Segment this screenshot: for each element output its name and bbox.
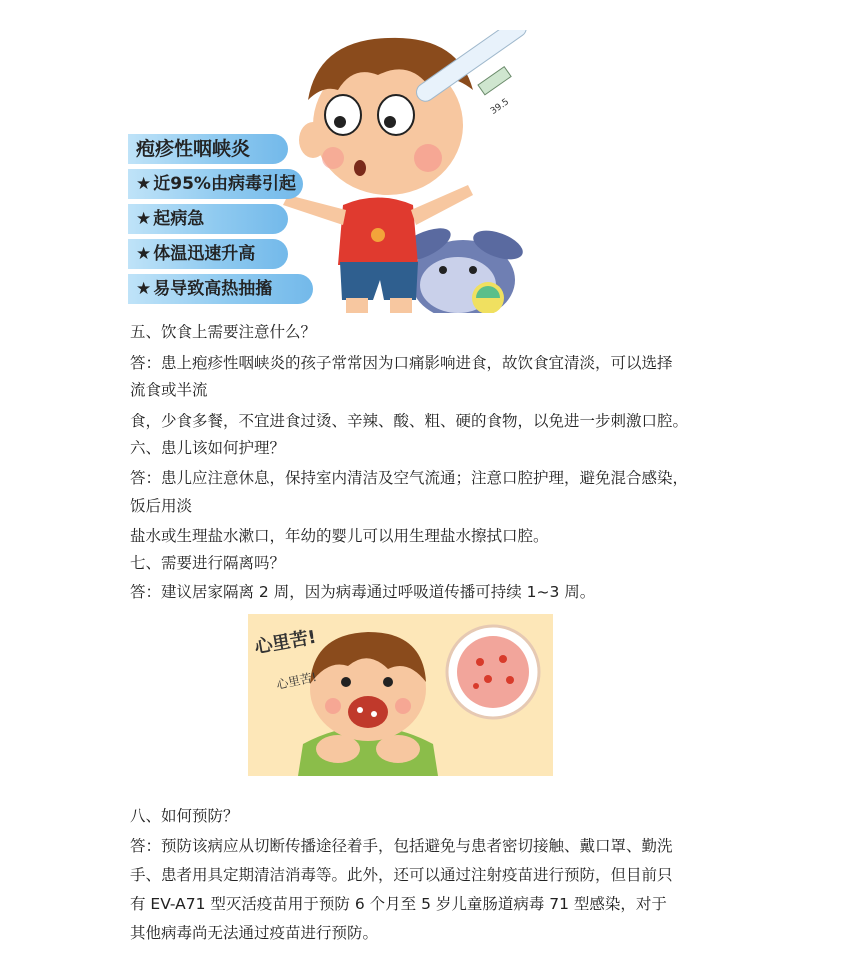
- bullet-text: 体温迅速升高: [153, 244, 256, 264]
- illustration-title-banner: [128, 134, 288, 164]
- bullet-banner-1: [128, 169, 303, 199]
- star-icon: ★: [136, 174, 152, 194]
- star-icon: ★: [136, 209, 152, 229]
- section-8-heading: 八、如何预防？: [130, 807, 239, 825]
- illustration-title: 疱疹性咽峡炎: [136, 138, 251, 160]
- sore-mouth-illustration: [248, 614, 553, 776]
- thermometer-reading: 39.5: [488, 97, 512, 117]
- mouth-closeup-icon: [447, 626, 539, 718]
- herpangina-illustration: [128, 30, 548, 313]
- boy-figure: [298, 632, 438, 776]
- section-6-line-1: 答：患儿应注意休息，保持室内清洁及空气流通；注意口腔护理，避免混合感染，: [130, 469, 689, 487]
- bullet-text: 起病急: [153, 209, 205, 229]
- section-8-line-2: 手、患者用具定期清洁消毒等。此外，还可以通过注射疫苗进行预防，但目前只: [130, 866, 673, 884]
- section-6-heading: 六、患儿该如何护理？: [130, 439, 286, 457]
- bullet-banner-4: [128, 274, 313, 304]
- bullet-text: 近95%由病毒引起: [153, 174, 296, 194]
- star-icon: ★: [136, 244, 152, 264]
- section-8-line-4: 其他病毒尚无法通过疫苗进行预防。: [130, 924, 379, 942]
- bullet-text: 易导致高热抽搐: [153, 279, 273, 299]
- section-8-line-1: 答：预防该病应从切断传播途径着手，包括避免与患者密切接触、戴口罩、勤洗: [130, 837, 673, 855]
- section-5-line-1: 答：患上疱疹性咽峡炎的孩子常常因为口痛影响进食，故饮食宜清淡，可以选择: [130, 354, 673, 372]
- section-7-line-1: 答：建议居家隔离 2 周，因为病毒通过呼吸道传播可持续 1~3 周。: [130, 583, 596, 601]
- section-6-line-2: 饭后用淡: [130, 497, 193, 515]
- caption-large: 心里苦!: [252, 626, 318, 659]
- section-5-line-2: 流食或半流: [130, 381, 208, 399]
- caption-small: 心里苦!: [275, 669, 318, 693]
- section-6-line-3: 盐水或生理盐水漱口，年幼的婴儿可以用生理盐水擦拭口腔。: [130, 527, 549, 545]
- section-7-heading: 七、需要进行隔离吗？: [130, 554, 286, 572]
- bullet-banner-3: [128, 239, 288, 269]
- section-5-heading: 五、饮食上需要注意什么？: [130, 323, 317, 341]
- bullet-banner-2: [128, 204, 288, 234]
- section-8-line-3: 有 EV-A71 型灭活疫苗用于预防 6 个月至 5 岁儿童肠道病毒 71 型感染，对于: [130, 895, 667, 913]
- star-icon: ★: [136, 279, 152, 299]
- section-5-line-3: 食，少食多餐，不宜进食过烫、辛辣、酸、粗、硬的食物，以免进一步刺激口腔。: [130, 412, 689, 430]
